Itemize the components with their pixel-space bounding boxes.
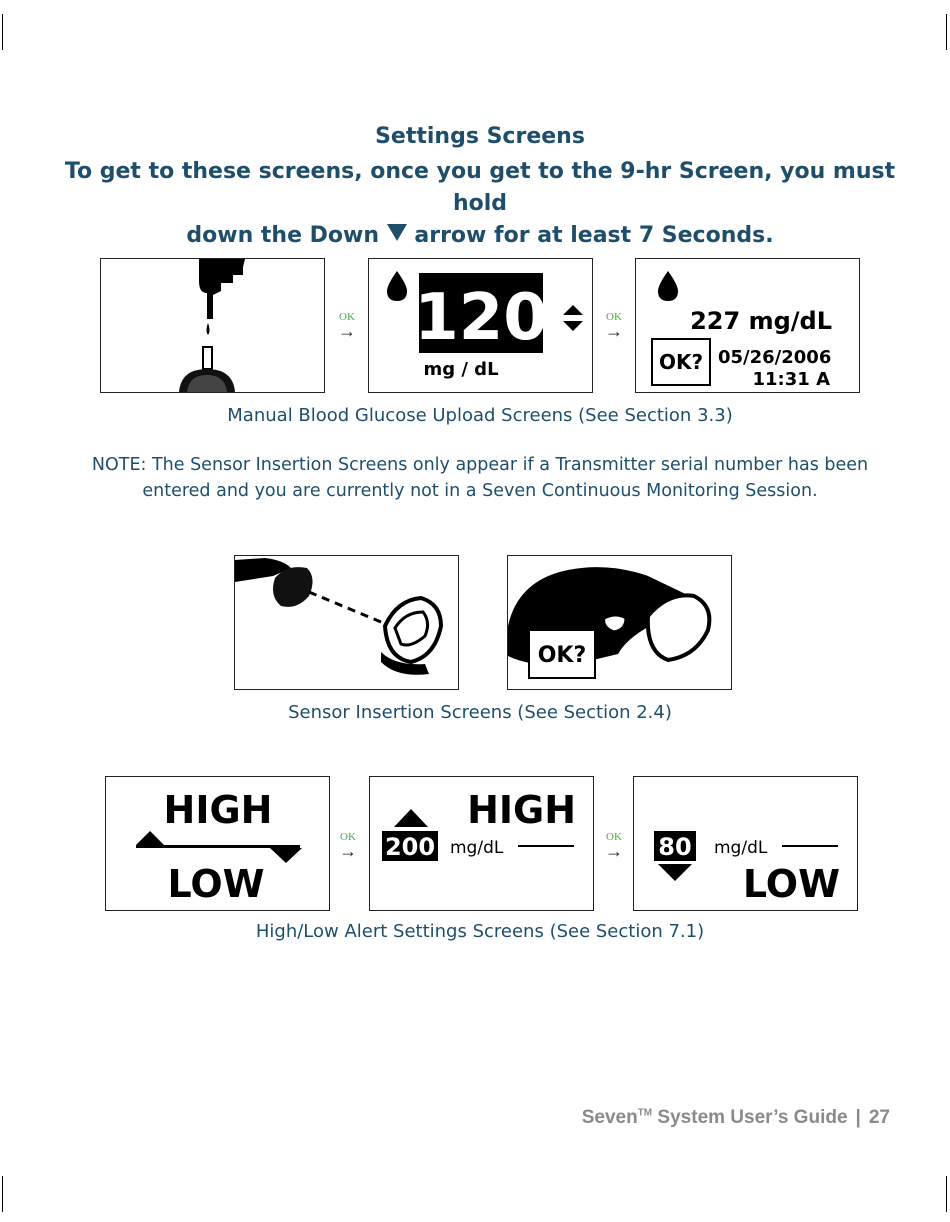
high-low-panel (105, 776, 330, 911)
glucose-reading: 227 mg/dL (690, 307, 832, 335)
ok-arrow-2 (599, 311, 629, 339)
low-alert-panel (633, 776, 858, 911)
footer-brand: Seven (581, 1107, 638, 1128)
glucose-caption: Manual Blood Glucose Upload Screens (See Section 3.3) (227, 405, 733, 426)
page-footer (582, 1107, 890, 1129)
high-alert-unit: mg/dL (450, 838, 504, 858)
ok-button-label: OK? (658, 350, 704, 374)
page-subtitle (40, 156, 920, 252)
right-arrow-icon: → (605, 321, 623, 341)
note-text (60, 452, 900, 504)
high-label: HIGH (163, 788, 273, 832)
glucose-entry-screen (369, 259, 592, 392)
ok-arrow-3 (333, 831, 363, 859)
high-alert-value: 200 (384, 833, 436, 861)
footer-guide-title: System User’s Guide (652, 1107, 848, 1128)
page-number: 27 (868, 1107, 890, 1128)
subtitle-line-1: To get to these screens, once you get to the 9-hr Screen, you must hold (64, 159, 896, 216)
press-transmitter-illustration (508, 556, 731, 689)
unit-line (782, 845, 838, 847)
down-arrow-icon (387, 224, 407, 241)
right-arrow-icon: → (338, 321, 356, 341)
up-down-arrows-icon (563, 305, 583, 331)
reading-date: 05/26/2006 (718, 347, 832, 368)
low-alert-screen (634, 777, 857, 910)
glucose-entry-panel (368, 258, 593, 393)
up-triangle-icon (394, 809, 428, 827)
alerts-caption: High/Low Alert Settings Screens (See Section 7.1) (255, 921, 705, 942)
ok-arrow-1 (332, 311, 362, 339)
ok-arrow-4 (599, 831, 629, 859)
crop-mark-top-left (2, 14, 3, 50)
transmitter-to-sensor-illustration (235, 556, 458, 689)
subtitle-line-2-before: down the Down (186, 223, 380, 248)
crop-mark-top-right (946, 14, 947, 50)
right-arrow-icon: → (339, 841, 357, 861)
ok-label: OK (606, 311, 622, 323)
sensor-ok-label: OK? (537, 643, 587, 668)
crop-mark-bottom-right (946, 1176, 947, 1212)
finger-stick-panel (100, 258, 325, 393)
glucose-confirm-panel (635, 258, 860, 393)
reading-time: 11:31 A (752, 369, 830, 390)
footer-separator: | (855, 1107, 861, 1128)
down-triangle-icon (658, 864, 692, 881)
sensor-pod-icon (648, 595, 710, 660)
low-alert-unit: mg/dL (714, 838, 768, 858)
high-alert-screen (370, 777, 593, 910)
glucose-value: 120 (414, 281, 548, 355)
high-alert-panel (369, 776, 594, 911)
right-arrow-icon: → (605, 841, 623, 861)
divider-line (136, 845, 300, 848)
finger-stick-illustration (101, 259, 324, 392)
crop-mark-bottom-left (2, 1176, 3, 1212)
note-line-2: entered and you are currently not in a Seven Continuous Monitoring Session. (142, 481, 818, 501)
subtitle-line-2 (40, 220, 920, 252)
sensor-insertion-panel-2 (507, 555, 732, 690)
up-triangle-icon (136, 831, 164, 845)
blood-drop-icon (387, 271, 407, 301)
unit-line (518, 845, 574, 847)
high-alert-label: HIGH (467, 788, 576, 832)
sensor-caption: Sensor Insertion Screens (See Section 2.4) (288, 702, 672, 723)
low-alert-value: 80 (658, 833, 692, 861)
glucose-confirm-screen (636, 259, 859, 392)
low-alert-label: LOW (742, 862, 840, 906)
note-line-1: NOTE: The Sensor Insertion Screens only appear if a Transmitter serial number has been (91, 455, 869, 475)
trademark-mark: TM (637, 1107, 653, 1119)
subtitle-line-2-after: arrow for at least 7 Seconds. (414, 223, 774, 248)
blood-drop-icon (658, 271, 678, 301)
ok-label: OK (606, 831, 622, 843)
page-title: Settings Screens (375, 124, 585, 149)
low-label: LOW (167, 862, 265, 906)
high-low-screen (106, 777, 329, 910)
sensor-insertion-panel-1 (234, 555, 459, 690)
glucose-unit: mg / dL (423, 359, 499, 380)
ok-label: OK (340, 831, 356, 843)
ok-label: OK (339, 311, 355, 323)
down-triangle-icon (270, 848, 302, 863)
